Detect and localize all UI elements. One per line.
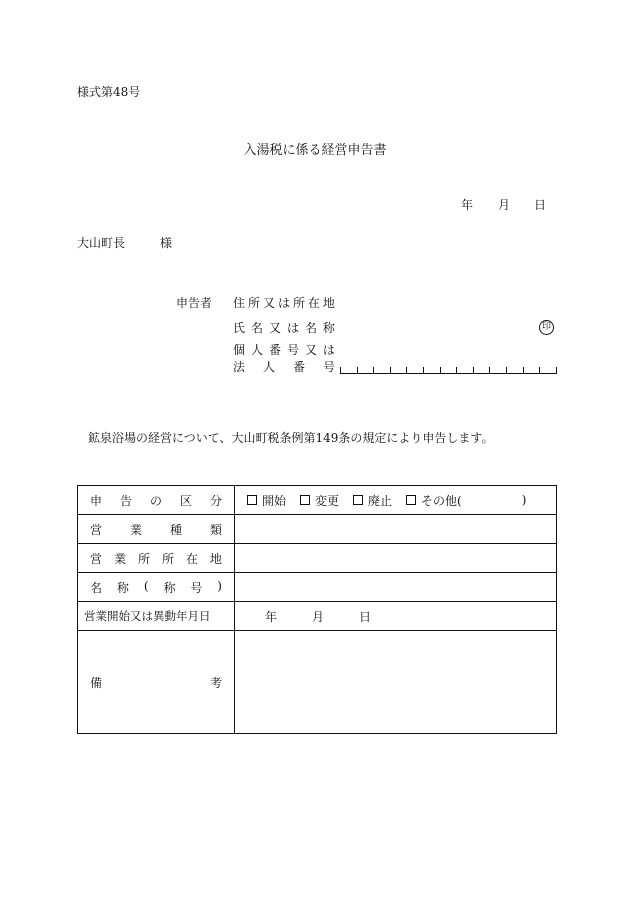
category-label: 申 告 の 区 分 bbox=[90, 493, 222, 508]
start-date-year: 年 bbox=[265, 609, 278, 624]
date-month-label: 月 bbox=[498, 198, 511, 212]
table-row bbox=[78, 544, 557, 573]
option-abolish[interactable] bbox=[353, 492, 392, 509]
number-digit-box[interactable] bbox=[457, 367, 474, 373]
trade-name-field[interactable] bbox=[235, 573, 557, 602]
checkbox-icon[interactable] bbox=[353, 495, 363, 505]
trade-name-label: 名 称 ( 称 号 ) bbox=[90, 578, 222, 595]
start-date-month: 月 bbox=[312, 609, 325, 624]
start-date-field[interactable] bbox=[235, 602, 557, 631]
table-row bbox=[78, 602, 557, 631]
number-digit-box[interactable] bbox=[358, 367, 375, 373]
business-type-field[interactable] bbox=[235, 515, 557, 544]
option-other-label: その他( bbox=[421, 493, 462, 508]
date-day-label: 日 bbox=[534, 198, 547, 212]
business-type-label: 営 業 種 類 bbox=[90, 522, 222, 537]
option-other-close: ) bbox=[521, 493, 527, 507]
number-digit-box[interactable] bbox=[507, 367, 524, 373]
table-row bbox=[78, 631, 557, 734]
checkbox-icon[interactable] bbox=[300, 495, 310, 505]
office-address-label: 営 業 所 所 在 地 bbox=[90, 551, 222, 566]
number-digit-box[interactable] bbox=[540, 367, 557, 373]
remarks-field[interactable] bbox=[235, 631, 557, 734]
seal-mark: 印 bbox=[539, 320, 554, 335]
row-label-business-type bbox=[78, 515, 235, 544]
page-title: 入湯税に係る経営申告書 bbox=[243, 143, 387, 158]
option-other[interactable] bbox=[406, 492, 526, 509]
number-digit-box[interactable] bbox=[441, 367, 458, 373]
declaration-table bbox=[77, 485, 557, 734]
number-boxes[interactable] bbox=[340, 363, 557, 374]
row-label-trade-name bbox=[78, 573, 235, 602]
table-row bbox=[78, 515, 557, 544]
option-start-label: 開始 bbox=[262, 493, 287, 508]
number-label-line-2: 法 人 番 号 bbox=[233, 360, 335, 374]
start-date-day: 日 bbox=[359, 609, 372, 624]
form-number: 様式第48号 bbox=[77, 85, 141, 99]
option-start[interactable] bbox=[247, 492, 286, 509]
number-digit-box[interactable] bbox=[407, 367, 424, 373]
number-label-line-1: 個 人 番 号 又 は bbox=[233, 343, 335, 357]
table-row bbox=[78, 573, 557, 602]
row-label-start-date bbox=[78, 602, 235, 631]
remarks-label: 備 考 bbox=[90, 675, 222, 690]
number-digit-box[interactable] bbox=[340, 367, 358, 373]
name-label: 氏 名 又 は 名 称 bbox=[233, 321, 335, 335]
address-label: 住 所 又 は 所 在 地 bbox=[233, 296, 335, 310]
body-text: 鉱泉浴場の経営について、大山町税条例第149条の規定により申告します。 bbox=[88, 431, 494, 445]
addressee-honorific: 様 bbox=[160, 236, 173, 250]
number-digit-box[interactable] bbox=[424, 367, 441, 373]
row-label-office-address bbox=[78, 544, 235, 573]
number-digit-box[interactable] bbox=[474, 367, 491, 373]
category-options-cell bbox=[235, 486, 557, 515]
checkbox-icon[interactable] bbox=[406, 495, 416, 505]
number-digit-box[interactable] bbox=[490, 367, 507, 373]
addressee-name: 大山町長 bbox=[77, 236, 126, 250]
office-address-field[interactable] bbox=[235, 544, 557, 573]
option-change-label: 変更 bbox=[315, 493, 340, 508]
option-change[interactable] bbox=[300, 492, 339, 509]
option-abolish-label: 廃止 bbox=[368, 493, 393, 508]
number-digit-box[interactable] bbox=[391, 367, 408, 373]
row-label-remarks bbox=[78, 631, 235, 734]
start-date-label: 営業開始又は異動年月日 bbox=[84, 609, 211, 623]
number-digit-box[interactable] bbox=[524, 367, 541, 373]
checkbox-icon[interactable] bbox=[247, 495, 257, 505]
table-row bbox=[78, 486, 557, 515]
declarant-label: 申告者 bbox=[176, 296, 213, 310]
number-digit-box[interactable] bbox=[374, 367, 391, 373]
row-label-category bbox=[78, 486, 235, 515]
date-year-label: 年 bbox=[461, 198, 474, 212]
